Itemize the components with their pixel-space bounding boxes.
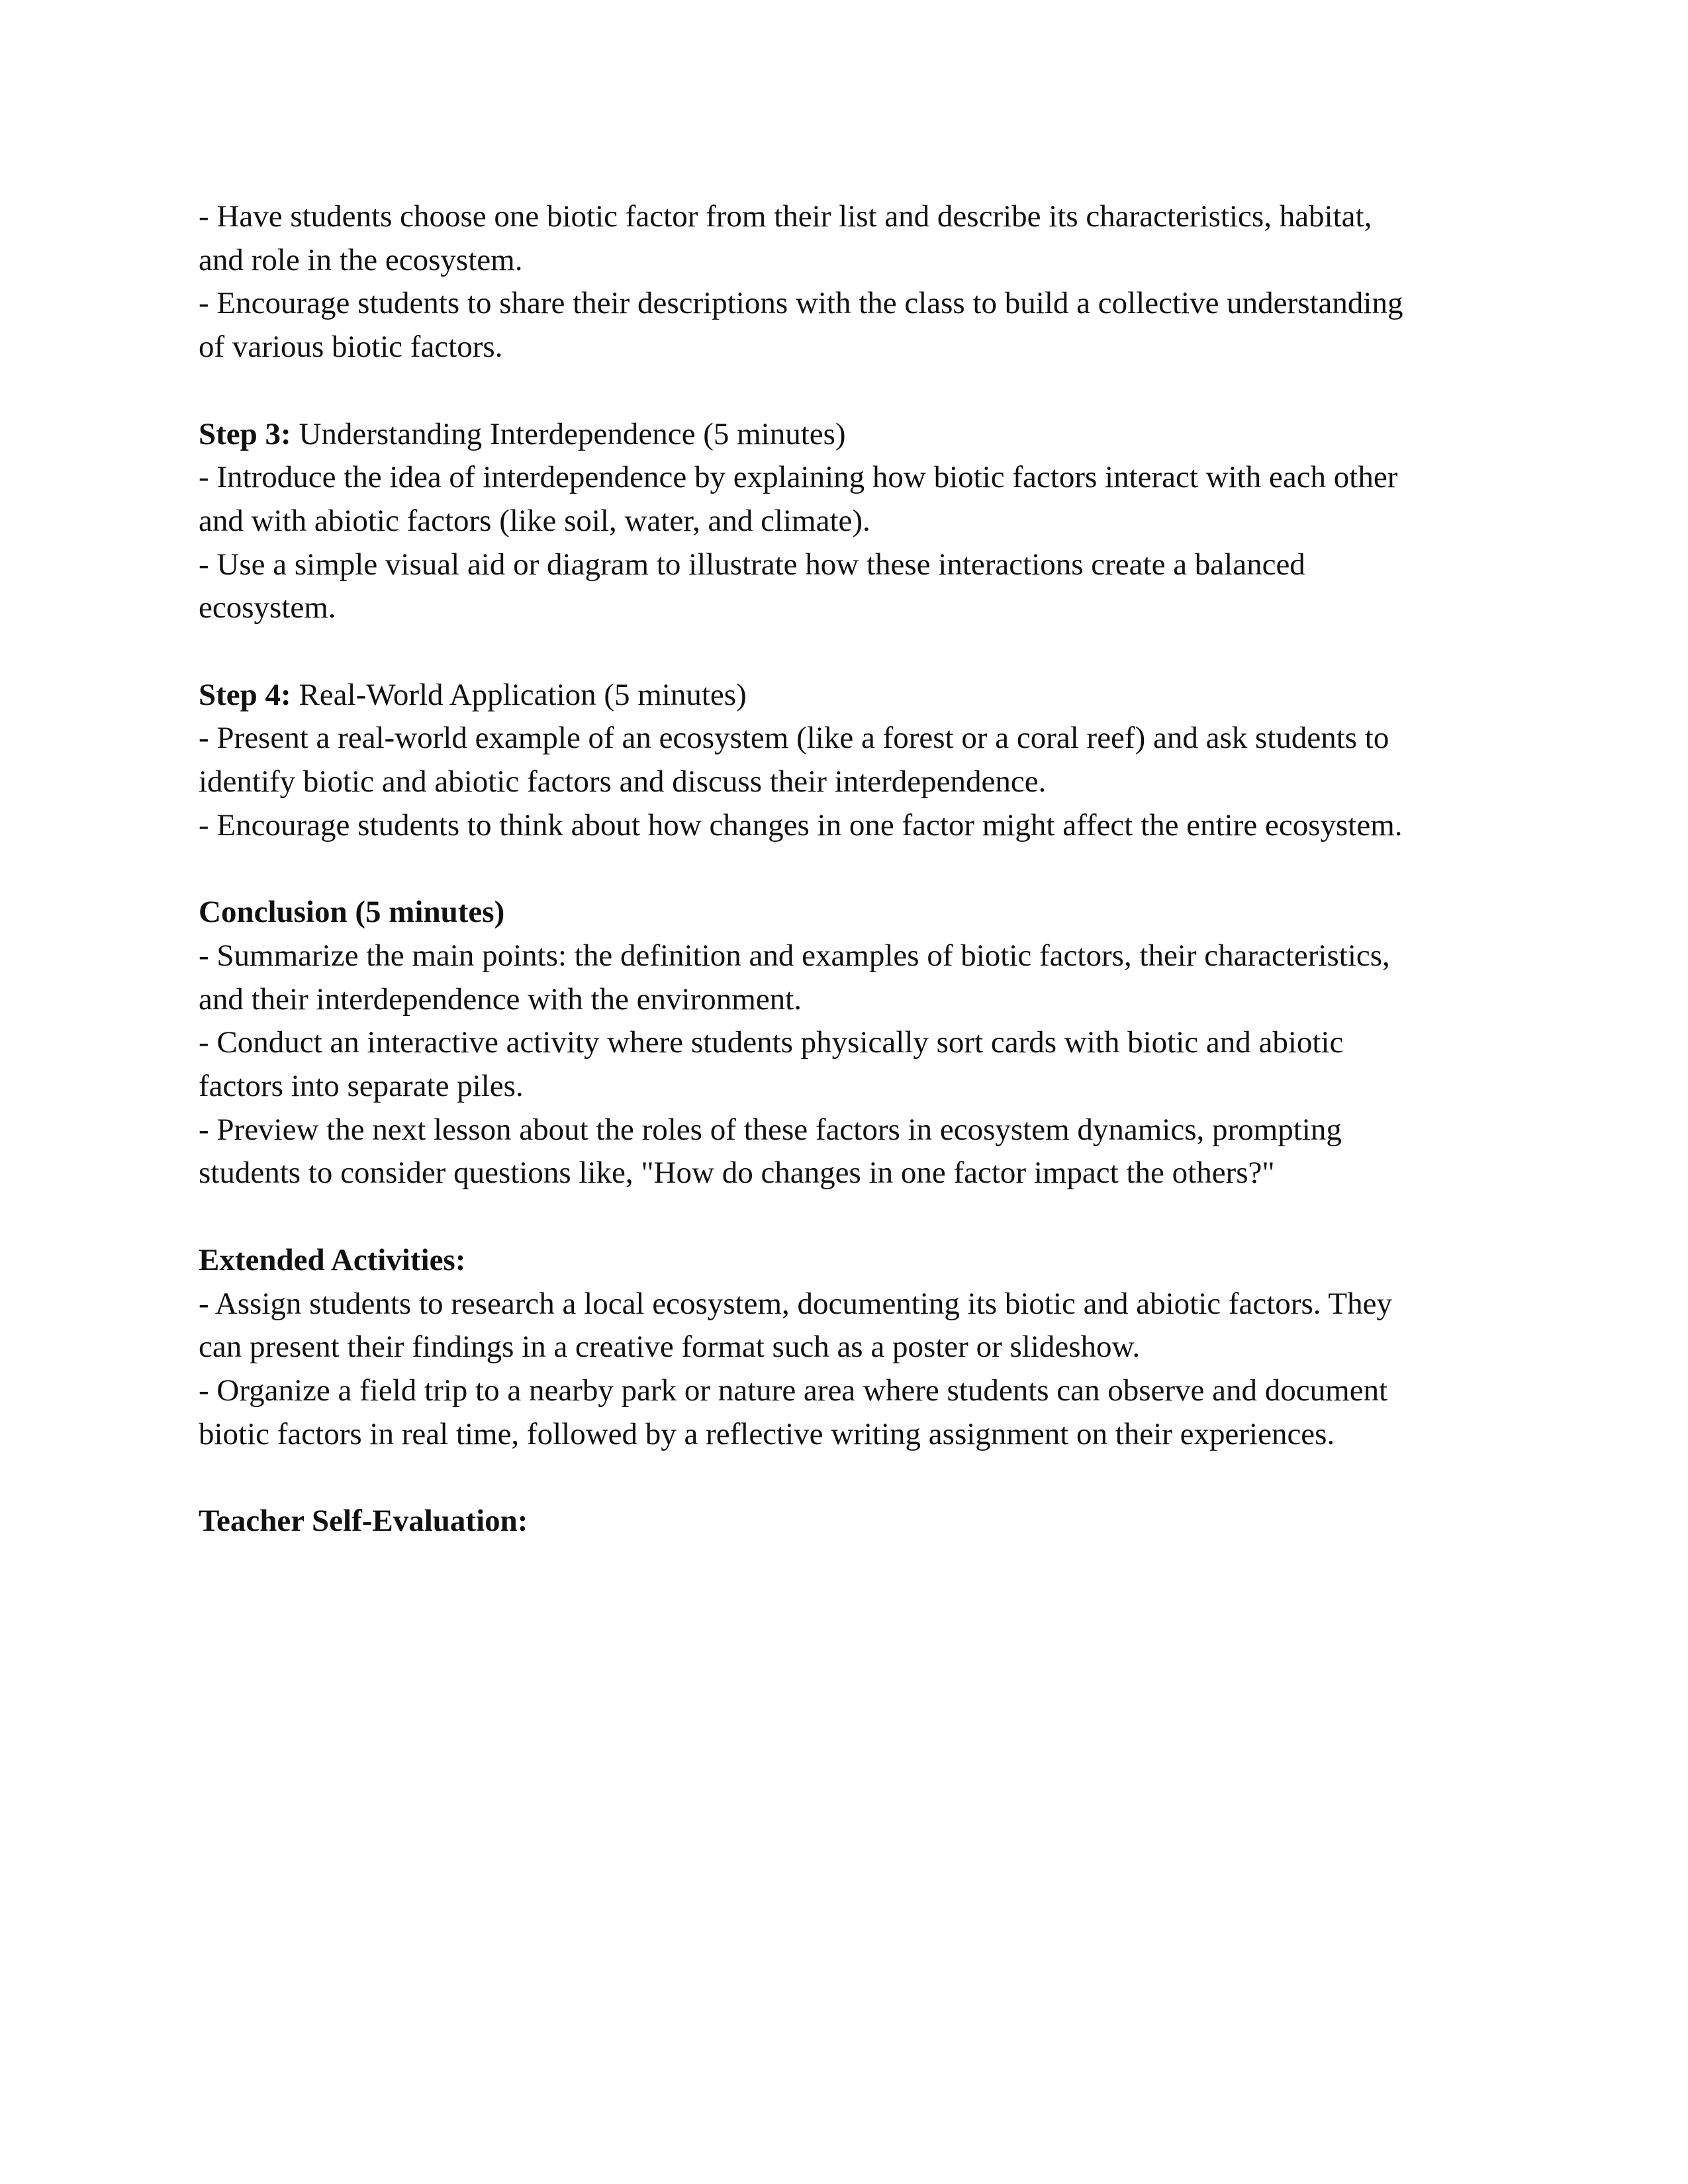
extended-activities-heading-text: Extended Activities: xyxy=(199,1242,466,1277)
extended-activities-section xyxy=(199,1239,1496,1457)
body-line: - Organize a field trip to a nearby park or nature area where students can observe and document xyxy=(199,1373,1388,1408)
body-line: and role in the ecosystem. xyxy=(199,242,523,277)
intro-section xyxy=(199,195,1496,369)
paragraph-gap xyxy=(199,1456,1496,1500)
conclusion-heading-text: Conclusion (5 minutes) xyxy=(199,895,505,930)
body-line: factors into separate piles. xyxy=(199,1069,524,1104)
paragraph-gap xyxy=(199,630,1496,674)
body-line: - Assign students to research a local ecosystem, documenting its biotic and abiotic factors. They xyxy=(199,1286,1392,1321)
body-line: - Have students choose one biotic factor from their list and describe its characteristics, habitat, xyxy=(199,199,1372,234)
step-3-heading xyxy=(199,413,1496,457)
step-4-heading xyxy=(199,674,1496,717)
body-line: biotic factors in real time, followed by a reflective writing assignment on their experiences. xyxy=(199,1416,1335,1451)
body-line: - Encourage students to think about how changes in one factor might affect the entire ecosystem. xyxy=(199,807,1403,842)
body-line: - Preview the next lesson about the roles of these factors in ecosystem dynamics, prompting xyxy=(199,1112,1342,1147)
body-line: and their interdependence with the environment. xyxy=(199,981,802,1017)
teacher-self-evaluation-heading xyxy=(199,1500,1496,1543)
paragraph-gap xyxy=(199,1195,1496,1239)
teacher-self-evaluation-heading-text: Teacher Self-Evaluation: xyxy=(199,1504,528,1539)
extended-activities-heading xyxy=(199,1239,1496,1283)
step-3-label: Step 3: xyxy=(199,416,291,451)
body-line: and with abiotic factors (like soil, water, and climate). xyxy=(199,503,870,538)
body-line: ecosystem. xyxy=(199,590,336,625)
body-line: students to consider questions like, "How do changes in one factor impact the others?" xyxy=(199,1156,1275,1191)
conclusion-heading xyxy=(199,891,1496,934)
paragraph-gap xyxy=(199,848,1496,891)
body-line: - Encourage students to share their descriptions with the class to build a collective understanding xyxy=(199,286,1403,321)
conclusion-section xyxy=(199,891,1496,1195)
body-line: - Summarize the main points: the definition and examples of biotic factors, their characteristics, xyxy=(199,938,1390,973)
body-line: - Introduce the idea of interdependence by explaining how biotic factors interact with each other xyxy=(199,460,1398,495)
body-line: - Present a real-world example of an ecosystem (like a forest or a coral reef) and ask students to xyxy=(199,721,1389,756)
step-3-title: Understanding Interdependence (5 minutes) xyxy=(291,416,846,451)
body-line: can present their findings in a creative format such as a poster or slideshow. xyxy=(199,1330,1141,1365)
body-line: identify biotic and abiotic factors and discuss their interdependence. xyxy=(199,764,1047,799)
document-page xyxy=(199,195,1496,1543)
paragraph-gap xyxy=(199,369,1496,413)
step-4-label: Step 4: xyxy=(199,677,291,712)
body-line: - Use a simple visual aid or diagram to illustrate how these interactions create a balanced xyxy=(199,547,1305,582)
step-3-section xyxy=(199,413,1496,631)
body-line: of various biotic factors. xyxy=(199,330,503,365)
body-line: - Conduct an interactive activity where students physically sort cards with biotic and abiotic xyxy=(199,1025,1344,1060)
step-4-title: Real-World Application (5 minutes) xyxy=(291,677,747,712)
teacher-self-evaluation-section xyxy=(199,1500,1496,1543)
step-4-section xyxy=(199,674,1496,848)
